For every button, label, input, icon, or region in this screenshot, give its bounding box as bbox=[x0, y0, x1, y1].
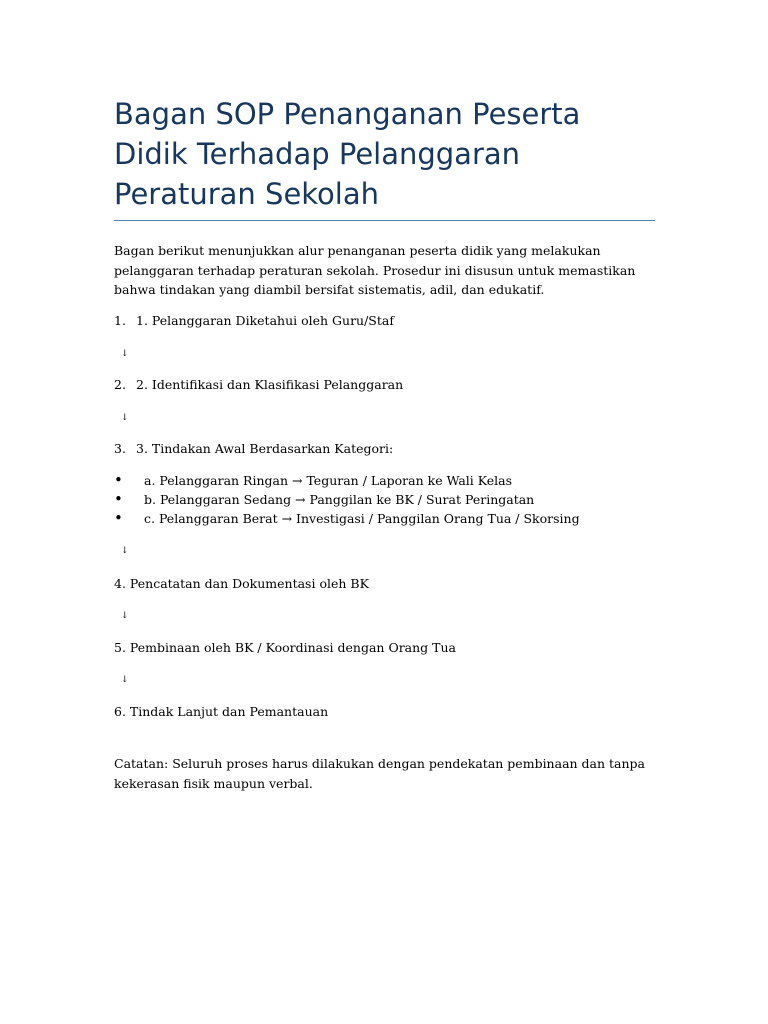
bullet-icon: • bbox=[114, 490, 123, 508]
bullet-icon: • bbox=[114, 509, 123, 527]
down-arrow-icon: ↓ bbox=[121, 546, 129, 556]
step-2-text: 2. Identifikasi dan Klasifikasi Pelanggaran bbox=[136, 377, 404, 392]
down-arrow-icon: ↓ bbox=[121, 349, 129, 359]
note-paragraph: Catatan: Seluruh proses harus dilakukan dengan pendekatan pembinaan dan tanpa kekerasan fisik maupun verbal. bbox=[114, 756, 645, 791]
step-1-marker: 1. bbox=[114, 313, 126, 328]
category-heavy-text: c. Pelanggaran Berat → Investigasi / Panggilan Orang Tua / Skorsing bbox=[144, 511, 580, 526]
title-divider bbox=[114, 220, 655, 221]
down-arrow-icon: ↓ bbox=[121, 611, 129, 621]
intro-paragraph: Bagan berikut menunjukkan alur penanganan peserta didik yang melakukan pelanggaran terhadap peraturan sekolah. Prosedur ini disusun untuk memastikan bahwa tindakan yang diambil bersifat sistematis, adil, dan edukatif. bbox=[114, 243, 636, 297]
step-2-marker: 2. bbox=[114, 377, 126, 392]
category-medium-text: b. Pelanggaran Sedang → Panggilan ke BK / Surat Peringatan bbox=[144, 492, 535, 507]
category-light-text: a. Pelanggaran Ringan → Teguran / Laporan ke Wali Kelas bbox=[144, 473, 513, 488]
step-3-marker: 3. bbox=[114, 441, 126, 456]
document-title: Bagan SOP Penanganan Peserta Didik Terhadap Pelanggaran Peraturan Sekolah bbox=[114, 97, 581, 211]
step-5-text: 5. Pembinaan oleh BK / Koordinasi dengan Orang Tua bbox=[114, 640, 456, 655]
bullet-icon: • bbox=[114, 471, 123, 489]
down-arrow-icon: ↓ bbox=[121, 413, 129, 423]
step-3-text: 3. Tindakan Awal Berdasarkan Kategori: bbox=[136, 441, 394, 456]
step-4-text: 4. Pencatatan dan Dokumentasi oleh BK bbox=[114, 576, 369, 591]
step-1-text: 1. Pelanggaran Diketahui oleh Guru/Staf bbox=[136, 313, 394, 328]
down-arrow-icon: ↓ bbox=[121, 675, 129, 685]
step-6-text: 6. Tindak Lanjut dan Pemantauan bbox=[114, 704, 329, 719]
